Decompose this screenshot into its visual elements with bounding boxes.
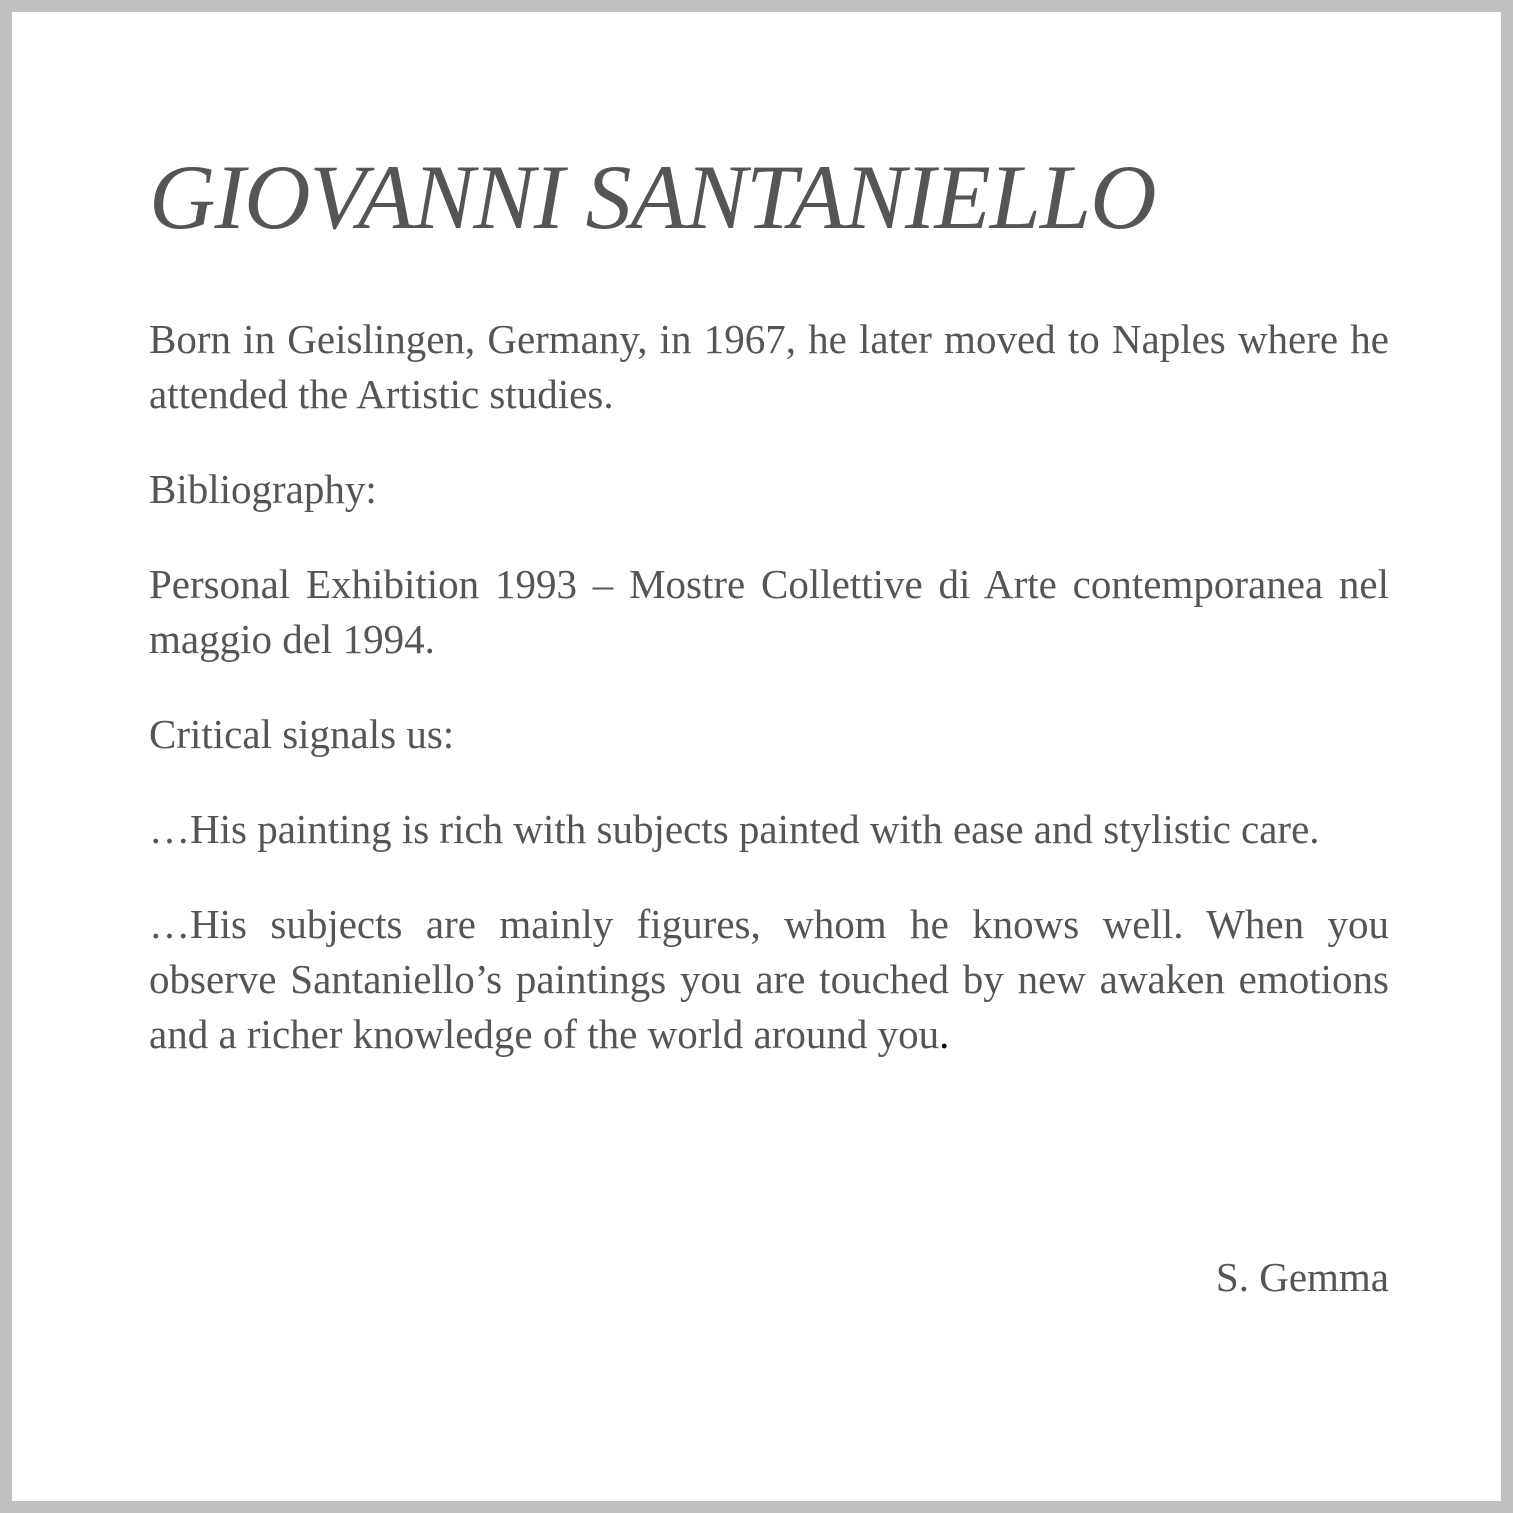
final-period: . (939, 1011, 950, 1057)
bibliography-heading: Bibliography: (149, 466, 377, 512)
biography-paragraph: Born in Geislingen, Germany, in 1967, he later moved to Naples where he attended the Artistic studies. (149, 316, 1389, 417)
critique-paragraph-1: …His painting is rich with subjects painted with ease and stylistic care. (149, 806, 1320, 852)
critical-heading: Critical signals us: (149, 711, 455, 757)
exhibition-paragraph: Personal Exhibition 1993 – Mostre Collettive di Arte contemporanea nel maggio del 1994. (149, 561, 1389, 662)
page-title: GIOVANNI SANTANIELLO (149, 146, 1156, 248)
author-signature: S. Gemma (1215, 1254, 1389, 1300)
critique-paragraph-2 (149, 897, 1389, 1062)
critique-paragraph-2-text: …His subjects are mainly figures, whom he knows well. When you observe Santaniello’s paintings you are touched by new awaken emotions and a richer knowledge of the world around you (149, 901, 1389, 1057)
document-body (149, 142, 1389, 1102)
